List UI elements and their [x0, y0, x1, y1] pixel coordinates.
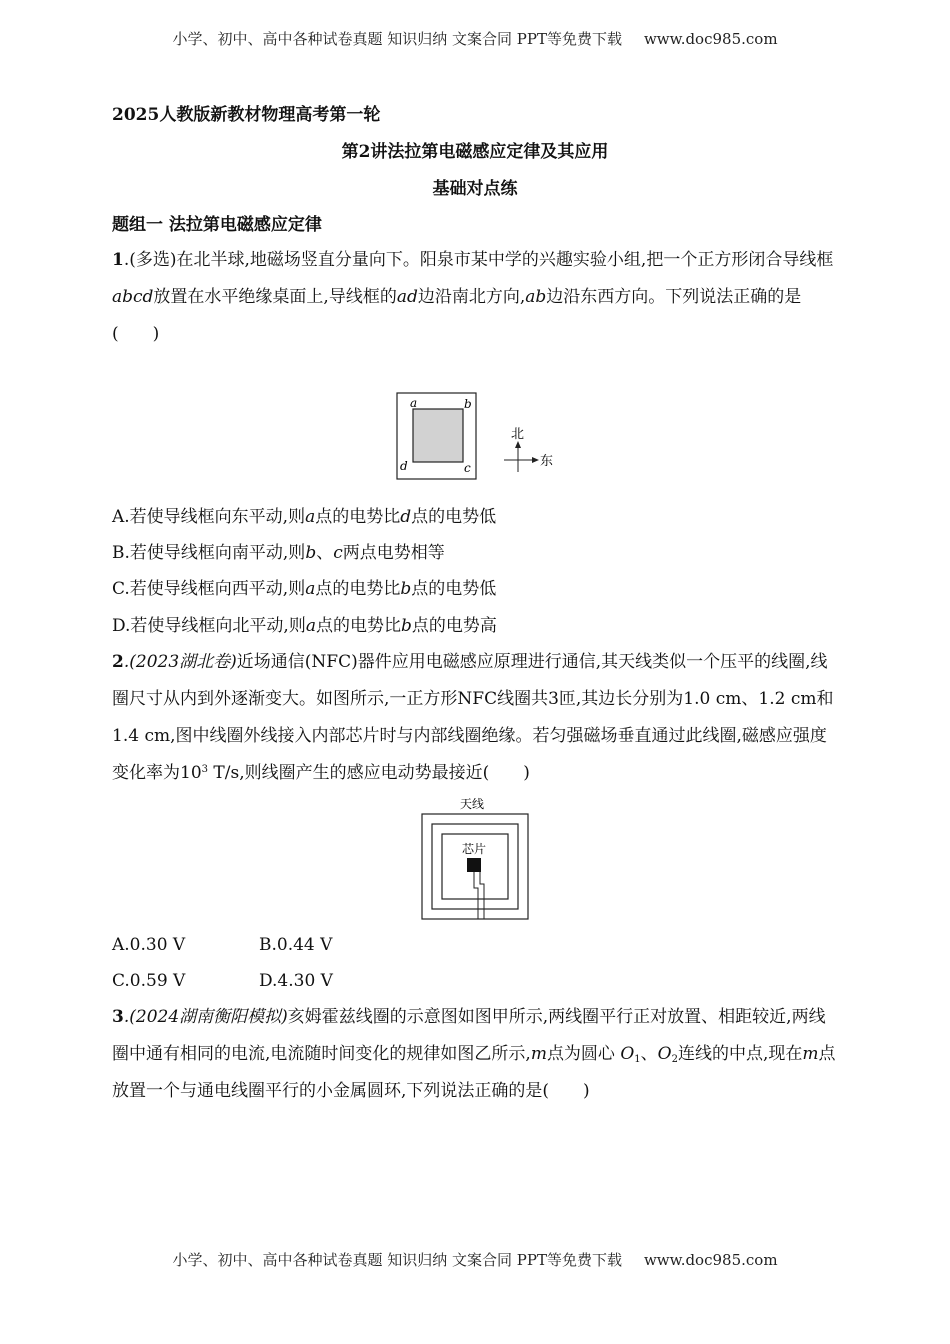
header-text: 小学、初中、高中各种试卷真题 知识归纳 文案合同 PPT等免费下载 — [172, 30, 622, 48]
q1-number: 1 — [112, 250, 124, 270]
page-header — [0, 28, 950, 49]
footer-text: 小学、初中、高中各种试卷真题 知识归纳 文案合同 PPT等免费下载 — [172, 1251, 622, 1269]
antenna-label: 天线 — [460, 797, 485, 811]
group-heading: 题组一 法拉第电磁感应定律 — [112, 215, 322, 235]
q1-option-d[interactable]: D.若使导线框向北平动,则a点的电势比b点的电势高 — [112, 616, 497, 636]
north-arrow-icon — [515, 441, 521, 448]
q3-source: .(2024湖南衡阳模拟) — [123, 1007, 288, 1027]
section-title: 基础对点练 — [432, 179, 518, 199]
q1-option-c[interactable]: C.若使导线框向西平动,则a点的电势比b点的电势低 — [112, 579, 497, 599]
q2-number: 2 — [112, 652, 124, 672]
q3-number: 3 — [112, 1007, 124, 1027]
chip-label: 芯片 — [462, 842, 487, 856]
label-d: d — [400, 459, 408, 473]
nfc-coil-figure — [420, 796, 532, 922]
page-footer — [0, 1249, 950, 1270]
question-1: 1.(多选)在北半球,地磁场竖直分量向下。阳泉市某中学的兴趣实验小组,把一个正方形闭合导线框abcd放置在水平绝缘桌面上,导线框的ad边沿南北方向,ab边沿东西方向。下列说法正确的是 ( ) — [112, 250, 834, 344]
q2-option-b[interactable]: B.0.44 V — [259, 935, 333, 955]
question-2: 2.(2023湖北卷)近场通信(NFC)器件应用电磁感应原理进行通信,其天线类似一个压平的线圈,线圈尺寸从内到外逐渐变大。如图所示,一正方形NFC线圈共3匝,其边长分别为1.0 cm、1.2 cm和1.4 cm,图中线圈外线接入内部芯片时与内部线圈绝缘。若匀强磁场垂直通过此线圈,磁感应强度变化率为$10^3$ T/s,则线圈产生的感应电动势最接近( ) — [112, 652, 834, 783]
label-b: b — [464, 397, 472, 411]
q1-tag: .(多选) — [123, 250, 177, 270]
north-label: 北 — [511, 427, 525, 442]
chip-lead-line — [474, 872, 478, 919]
header-url[interactable]: www.doc985.com — [643, 30, 778, 48]
q2-option-d[interactable]: D.4.30 V — [259, 971, 333, 991]
chip-lead-line — [480, 872, 484, 919]
east-label: 东 — [540, 454, 554, 469]
chip-block — [467, 858, 481, 872]
doc-title: 2025人教版新教材物理高考第一轮 — [112, 105, 381, 125]
inner-square — [413, 409, 463, 462]
label-c: c — [464, 461, 471, 475]
q1-option-a[interactable]: A.若使导线框向东平动,则a点的电势比d点的电势低 — [112, 507, 497, 527]
label-a: a — [410, 396, 418, 410]
q2-source: .(2023湖北卷) — [123, 652, 237, 672]
footer-url[interactable]: www.doc985.com — [643, 1251, 778, 1269]
q1-option-b[interactable]: B.若使导线框向南平动,则b、c两点电势相等 — [112, 543, 445, 563]
question-3: 3.(2024湖南衡阳模拟)亥姆霍兹线圈的示意图如图甲所示,两线圈平行正对放置、相距较近,两线圈中通有相同的电流,电流随时间变化的规律如图乙所示,m点为圆心 $O_1$、$O_2$连线的中点,现在m点放置一个与通电线圈平行的小金属圆环,下列说法正确的是( ) — [112, 1007, 836, 1101]
q2-option-a[interactable]: A.0.30 V — [112, 935, 186, 955]
lesson-title: 第2讲法拉第电磁感应定律及其应用 — [341, 142, 609, 162]
east-arrow-icon — [532, 457, 539, 463]
wire-frame-figure — [396, 392, 566, 482]
q2-option-c[interactable]: C.0.59 V — [112, 971, 186, 991]
